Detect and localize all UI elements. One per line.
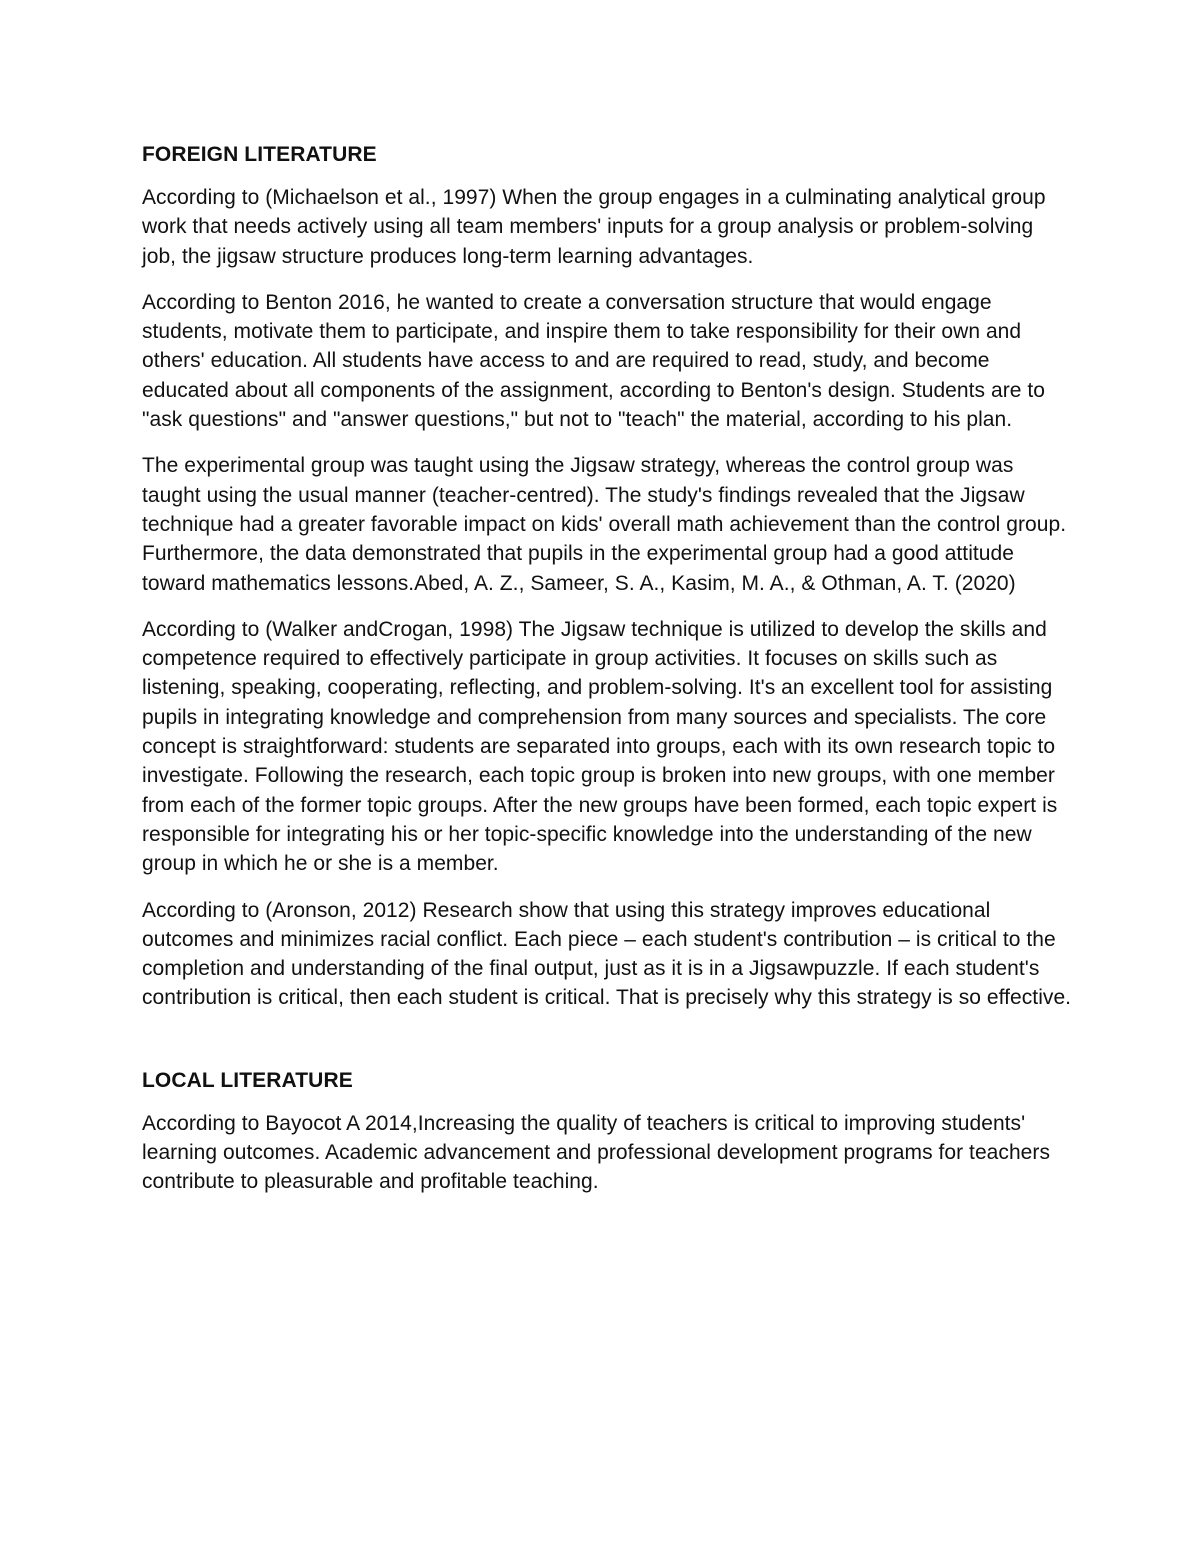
paragraph: According to (Aronson, 2012) Research show that using this strategy improves educational outcomes and minimizes racial conflict. Each piece – each student's contribution – is critical to the completion and understanding of the final output, just as it is in a Jigsawpuzzle. If each student's contribution is critical, then each student is critical. That is precisely why this strategy is so effective.: [142, 898, 1072, 1010]
paragraph: According to (Michaelson et al., 1997) When the group engages in a culminating analytical group work that needs actively using all team members' inputs for a group analysis or problem-solving job, the jigsaw structure produces long-term learning advantages.: [142, 186, 1046, 268]
paragraph: According to Benton 2016, he wanted to create a conversation structure that would engage students, motivate them to participate, and inspire them to take responsibility for their own and others' education. All students have access to and are required to read, study, and become educated about all components of the assignment, according to Benton's design. Students are to "ask questions" and "answer questions," but not to "teach" the material, according to his plan.: [142, 290, 1045, 432]
section-heading: FOREIGN LITERATURE: [142, 143, 377, 166]
paragraph: According to (Walker andCrogan, 1998) The Jigsaw technique is utilized to develop the skills and competence required to effectively participate in group activities. It focuses on skills such as listening, speaking, cooperating, reflecting, and problem-solving. It's an excellent tool for assisting pupils in integrating knowledge and comprehension from many sources and specialists. The core concept is straightforward: students are separated into groups, each with its own research topic to investigate. Following the research, each topic group is broken into new groups, with one member from each of the former topic groups. After the new groups have been formed, each topic expert is responsible for integrating his or her topic-specific knowledge into the understanding of the new group in which he or she is a member.: [142, 617, 1058, 876]
paragraph: The experimental group was taught using the Jigsaw strategy, whereas the control group was taught using the usual manner (teacher-centred). The study's findings revealed that the Jigsaw technique had a greater favorable impact on kids' overall math achievement than the control group. Furthermore, the data demonstrated that pupils in the experimental group had a good attitude toward mathematics lessons.Abed, A. Z., Sameer, S. A., Kasim, M. A., & Othman, A. T. (2020): [142, 454, 1067, 595]
section-foreign-literature: [142, 140, 1072, 1013]
section-heading: LOCAL LITERATURE: [142, 1068, 353, 1092]
document-page: [142, 140, 1072, 1214]
section-local-literature: [142, 1066, 1072, 1197]
section-spacer: [142, 1030, 1072, 1066]
paragraph: According to Bayocot A 2014,Increasing the quality of teachers is critical to improving students' learning outcomes. Academic advancement and professional development programs for teachers contribute to pleasurable and profitable teaching.: [142, 1111, 1051, 1194]
